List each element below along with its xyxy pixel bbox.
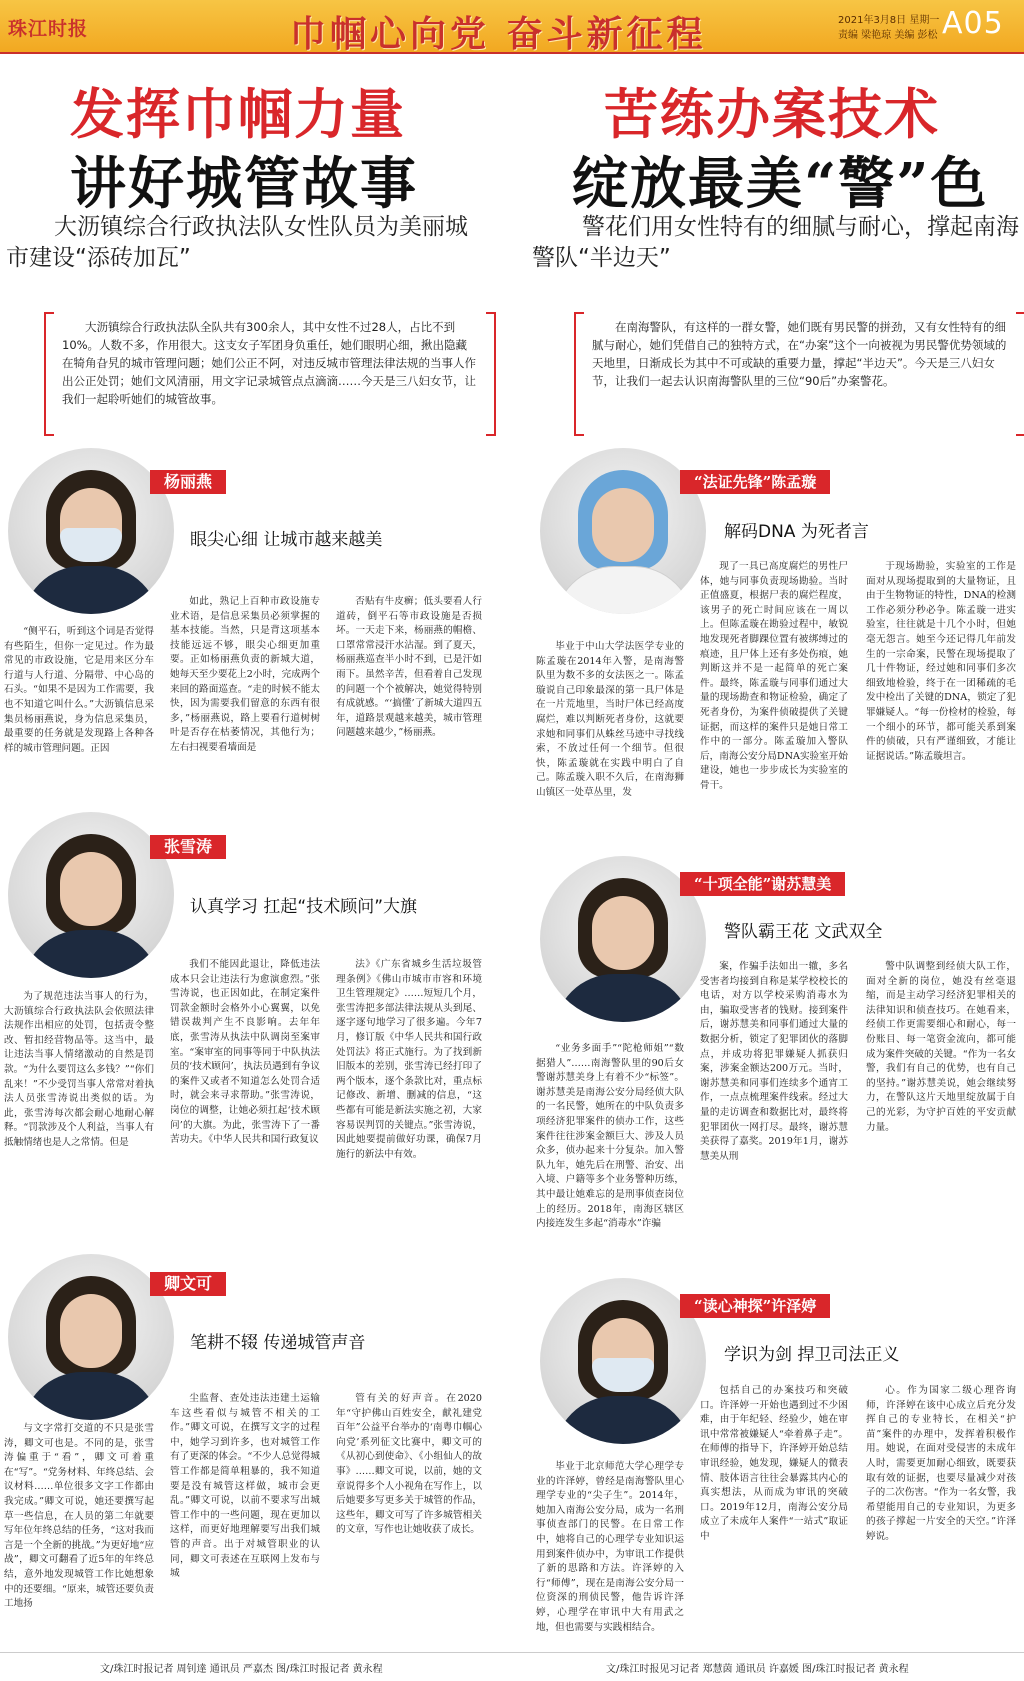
name-chen-mengxuan: “法证先锋”陈孟璇 bbox=[680, 470, 830, 494]
right-subhead: 警花们用女性特有的细腻与耐心，撑起南海警队“半边天” bbox=[532, 214, 1019, 271]
col-qing-wenke-1: 与文字常打交道的不只是张雪涛，卿文可也是。不同的是，张雪涛偏重于“看”，卿文可着重在“写”。“党务材料、年终总结、会议材料……单位很多文字工作都由我完成。”卿文可说，她还要撰写起草一些信息，在人员的第二年就要写年位年终总结的任务，“这对我而言是一个全新的挑战。”为更好地“应战”，卿文可翻看了近5年的年终总结，意外地发现城管工作比她想象中的还要细。“原来，城管还要负责工地扬 bbox=[4, 1423, 154, 1610]
col-chen-mengxuan-3: 于现场勘验，实验室的工作是面对从现场提取到的大量物证，且由于生物物证的特性，DNA的检测工作必须分秒必争。陈孟璇一进实验室，往往就是十几个小时，但她毫无怨言。她至今还记得几年前发生的一宗命案，民警在现场提取了几十件物证，经过她和同事们多次细致地检验，终于在一团稀疏的毛发中检出了关键的DNA，锁定了犯罪嫌疑人。“每一份检材的检验，每一个细小的环节，都可能关系到案件的侦破，只有严谨细致，才能让证据说话。”陈孟璇坦言。 bbox=[866, 561, 1016, 762]
right-intro-bracket-right bbox=[1016, 312, 1024, 436]
right-intro-bracket-left bbox=[574, 312, 584, 436]
col-qing-wenke-3: 管有关的好声音。在2020年“守护佛山百姓安全，献礼建党百年”公益平台举办的‘南粤巾帼心向党’系列征文比赛中，卿文可的《从初心到使命》、《小组仙人的故事》……卿文可说，以前，她的文章说得多个人小视角在写作上，以后她要多写更多关于城管的作品，这些年，卿文可写了许多城管相关的文章，写作也让她收获了成长。 bbox=[336, 1393, 482, 1536]
col-chen-mengxuan-1: 毕业于中山大学法医学专业的陈孟璇在2014年入警，是南海警队里为数不多的女法医之一。陈孟璇说自己印象最深的第一具尸体是在一片荒地里，当时尸体已经高度腐烂，难以判断死者身份，这就要求她和同事们从蛛丝马迹中寻找线索，不放过任何一个细节。但很快，陈孟璇就在实践中明白了自己。陈孟璇入职不久后，在南海狮山镇区一处草丛里，发 bbox=[536, 641, 684, 798]
name-xie-suhuimei: “十项全能”谢苏慧美 bbox=[680, 872, 845, 896]
right-intro bbox=[574, 318, 1024, 430]
col-zhang-xuetao-2: 我们不能因此退让，降低违法成本只会让违法行为愈演愈烈。”张雪涛说，也正因如此，在制定案件罚款金额时会格外小心翼翼，以免错误裁判产生不良影响。去年年底，张雪涛从执法中队调岗至案审室。“案审室的同事等同于中队执法员的‘技术顾问’，执法员遇到有争议的案件又或者不知道怎么处罚合适时，就会来寻求帮助。”张雪涛说，岗位的调整，让她必须扛起‘技术顾问’的大旗。为此，张雪涛下了一番苦功夫。《中华人民共和国行政复议 bbox=[170, 959, 320, 1146]
right-headline-1: 苦练办案技术 bbox=[604, 82, 940, 146]
col-zhang-xuetao-3: 法》《广东省城乡生活垃圾管理条例》《佛山市城市市容和环境卫生管理规定》……短短几个月，张雪涛把多部法律法规从头到尾、逐字逐句地学习了很多遍。今年7月，修订版《中华人民共和国行政处罚法》将正式施行。为了找到新旧版本的差别，张雪涛已经打印了两个版本，逐个条款比对，重点标记修改、新增、删减的信息，“这些都有可能是新法实施之初，大家容易误判罚的关键点。”张雪涛说，因此她要提前做好功课，确保7月施行的新法中有效。 bbox=[336, 959, 482, 1160]
left-intro-text: 大沥镇综合行政执法队全队共有300余人，其中女性不过28人，占比不到10%。人数不多，作用很大。这支女子军团身负重任，她们眼明心细，揪出隐藏在犄角旮旯的城市管理问题；她们公正不阿，对违反城市管理法律法规的当事人作出公正处罚；她们文风清丽，用文字记录城管点点滴滴……今天是三八妇女节，让我们一起聆听她们的城管故事。 bbox=[62, 320, 476, 406]
tagline-xie-suhuimei: 警队霸王花 文武双全 bbox=[724, 922, 883, 942]
col-xie-suhuimei-3: 警中队调整到经侦大队工作，面对全新的岗位，她没有丝毫退缩，而是主动学习经济犯罪相关的法律知识和侦查技巧。在她看来，经侦工作更需要细心和耐心，每一份账目、每一笔资金流向，都可能成为案件突破的关键。“作为一名女警，我们有自己的优势，也有自己的坚持。”谢苏慧美说，她会继续努力，在警队这片天地里绽放属于自己的光彩，为守护百姓的平安贡献力量。 bbox=[866, 961, 1016, 1133]
name-qing-wenke: 卿文可 bbox=[150, 1272, 226, 1296]
left-intro-bracket-right bbox=[486, 312, 496, 436]
right-headline-2: 绽放最美“警”色 bbox=[572, 151, 989, 217]
left-intro bbox=[44, 318, 496, 430]
masthead bbox=[0, 0, 1024, 54]
editor-credit: 责编 梁艳琼 美编 彭松 bbox=[838, 30, 938, 41]
col-xie-suhuimei-2: 案，作骗手法如出一辙，多名受害者均接到自称是某学校校长的电话，对方以学校采购消毒水为由，骗取受害者的钱财。接到案件后，谢苏慧美和同事们通过大量的数据分析，锁定了犯罪团伙的落脚点，并成功将犯罪嫌疑人抓获归案，涉案金额达200万元。当时，谢苏慧美和同事们连续多个通宵工作，一点点梳理案件线索。经过大量的走访调查和数据比对，最终将犯罪团伙一网打尽。最终，谢苏慧美获得了嘉奖。2019年1月，谢苏慧美从刑 bbox=[700, 961, 848, 1162]
slogan: 巾帼心向党 奋斗新征程 bbox=[290, 13, 707, 55]
name-zhang-xuetao: 张雪涛 bbox=[150, 835, 226, 859]
page-number: A05 bbox=[942, 6, 1004, 41]
tagline-qing-wenke: 笔耕不辍 传递城管声音 bbox=[190, 1333, 366, 1353]
tagline-zhang-xuetao: 认真学习 扛起“技术顾问”大旗 bbox=[190, 897, 418, 917]
col-xie-suhuimei-1: “业务多面手”“陀枪师姐”“数据猎人”……南海警队里的90后女警谢苏慧美身上有着不少“标签”。谢苏慧美是南海公安分局经侦大队的一名民警，她所在的中队负责多项经济犯罪案件的侦办工作，这些案件往往涉案金额巨大、涉及人员众多，侦办起来十分复杂。加入警队九年，她先后在刑警、治安、出入境、户籍等多个业务警种历练，其中最让她难忘的是刑事侦查岗位上的经历。2018年，南海区辖区内接连发生多起“消毒水”诈骗 bbox=[536, 1043, 684, 1230]
col-xu-zeting-3: 心。作为国家二级心理咨询师，许泽婷在该中心成立后充分发挥自己的专业特长，在相关“护苗”案件的办理中，发挥着积极作用。她说，在面对受侵害的未成年人时，需要更加耐心细致，既要获取有效的证据，也要尽量减少对孩子的二次伤害。“作为一名女警，我希望能用自己的专业知识，为更多的孩子撑起一片安全的天空。”许泽婷说。 bbox=[866, 1385, 1016, 1542]
col-yang-liyan-3: 否贴有牛皮癣；低头要看人行道砖，倒平石等市政设施是否损坏。一天走下来，杨丽燕的帽檐、口罩常常浸汗水沾湿。到了夏天，杨丽燕巡查半小时不到，已是汗如雨下。虽然辛苦，但看着自己发现的问题一个个被解决，她觉得特别有成就感。“‘搞懂’了新城大道四五年，道路景观越来越美，城市管理问题越来越少，”杨丽燕。 bbox=[336, 596, 482, 739]
col-yang-liyan-2: 如此，熟记上百种市政设施专业术语，是信息采集员必须掌握的基本技能。当然，只是背这项基本技能远远不够，眼尖心细更加重要。正如杨丽燕负责的新城大道，她每天至少要花上2小时，完成两个来回的路面巡查。“走的时候不能太快，因为需要我们留意的东西有很多，”杨丽燕说，路上要看行道树树叶是否存在枯萎情况，其他行为；左右扫视要看墙面是 bbox=[170, 596, 320, 753]
name-yang-liyan: 杨丽燕 bbox=[150, 470, 226, 494]
left-intro-bracket-left bbox=[44, 312, 54, 436]
col-xu-zeting-2: 包括自己的办案技巧和突破口。许泽婷一开始也遇到过不少困难，由于年纪轻、经验少，她在审讯中常常被嫌疑人“牵着鼻子走”。在师傅的指导下，许泽婷开始总结审讯经验，她发现，嫌疑人的微表情、肢体语言往往会暴露其内心的真实想法，从而成为审讯的突破口。2019年12月，南海公安分局成立了未成年人案件“一站式”取证中 bbox=[700, 1385, 848, 1542]
left-byline: 文/珠江时报记者 周钊達 通讯员 严嘉杰 图/珠江时报记者 黄永程 bbox=[100, 1664, 383, 1675]
footer-rule bbox=[0, 1652, 1024, 1653]
col-chen-mengxuan-2: 现了一具已高度腐烂的男性尸体，她与同事负责现场勘验。当时正值盛夏，根据尸表的腐烂程度，该男子的死亡时间应该在一周以上。但陈孟璇在勘验过程中，敏锐地发现死者脚踝位置有被绑缚过的痕迹，且尸体上还有多处伤痕，她判断这并不是一起简单的死亡案件。最终，陈孟璇与同事们通过大量的现场勘查和物证检验，确定了死者身份，为案件侦破提供了关键证据，而这样的案件只是她日常工作中的一部分。陈孟璇加入警队后，南海公安分局DNA实验室开始建设，她也一步步成长为实验室的骨干。 bbox=[700, 561, 848, 791]
tagline-chen-mengxuan: 解码DNA 为死者言 bbox=[724, 522, 869, 542]
col-xu-zeting-1: 毕业于北京师范大学心理学专业的许泽婷，曾经是南海警队里心理学专业的“尖子生”。2014年，她加入南海公安分局，成为一名刑事侦查部门的民警。在日常工作中，她将自己的心理学专业知识运用到案件侦办中，为审讯工作提供了新的思路和方法。许泽婷的入行“师傅”，现在是南海公安分局一位资深的刑侦民警，他告诉许泽婷，心理学在审讯中大有用武之地，但也需要与实践相结合。 bbox=[536, 1461, 684, 1633]
issue-date: 2021年3月8日 星期一 bbox=[838, 15, 940, 26]
left-headline-2: 讲好城管故事 bbox=[70, 151, 418, 217]
right-byline: 文/珠江时报见习记者 郑慧茵 通讯员 许嘉媛 图/珠江时报记者 黄永程 bbox=[606, 1664, 909, 1675]
tagline-yang-liyan: 眼尖心细 让城市越来越美 bbox=[190, 530, 383, 550]
paper-name: 珠江时报 bbox=[8, 18, 89, 40]
col-yang-liyan-1: “侧平石，听到这个词是否觉得有些陌生，但你一定见过。作为最常见的市政设施，它是用来区分车行道与人行道、分隔带、中心岛的石头。“如果不是因为工作需要，我也不知道它叫什么。”大沥镇信息采集员杨丽燕说，身为信息采集员，最重要的任务就是发现路上各种各样的城市管理问题。正因 bbox=[4, 626, 154, 754]
col-zhang-xuetao-1: 为了规范违法当事人的行为，大沥镇综合行政执法队会依照法律法规作出相应的处罚，包括责令整改、暂扣经营物品等。这当中，最让违法当事人情绪激动的自然是罚款。“为什么要罚这么多钱？”“你们乱来！”不少受罚当事人常常对着执法人员张雪涛说出类似的话。为此，张雪涛每次都会耐心地耐心解释。“罚款涉及个人利益，当事人有抵触情绪也是人之常情。但是 bbox=[4, 991, 154, 1148]
right-intro-text: 在南海警队，有这样的一群女警，她们既有男民警的拼劲，又有女性特有的细腻与耐心，她们凭借自己的独特方式，在“办案”这个一向被视为男民警优势领域的天地里，日渐成长为其中不可或缺的重要力量，撑起“半边天”。今天是三八妇女节，让我们一起去认识南海警队里的三位“90后”办案警花。 bbox=[592, 320, 1007, 388]
name-xu-zeting: “读心神探”许泽婷 bbox=[680, 1294, 830, 1318]
left-headline-1: 发挥巾帼力量 bbox=[70, 82, 406, 146]
tagline-xu-zeting: 学识为剑 捍卫司法正义 bbox=[724, 1345, 900, 1365]
left-subhead: 大沥镇综合行政执法队女性队员为美丽城市建设“添砖加瓦” bbox=[6, 214, 468, 271]
col-qing-wenke-2: 尘监督、查处违法违建土运输车这些看似与城管不相关的工作。”卿文可说，在撰写文字的过程中，她学习到许多，也对城管工作有了更深的体会。“不少人总觉得城管工作都是简单粗暴的，我不知道要是没有城管这样做，城市会更乱。”卿文可说，以前不要求写出城管工作中的一些问题，现在更加以这样，而更好地理解要写出我们城管的声音。出于对城管职业的认同，卿文可表述在互联网上发布与城 bbox=[170, 1393, 320, 1580]
